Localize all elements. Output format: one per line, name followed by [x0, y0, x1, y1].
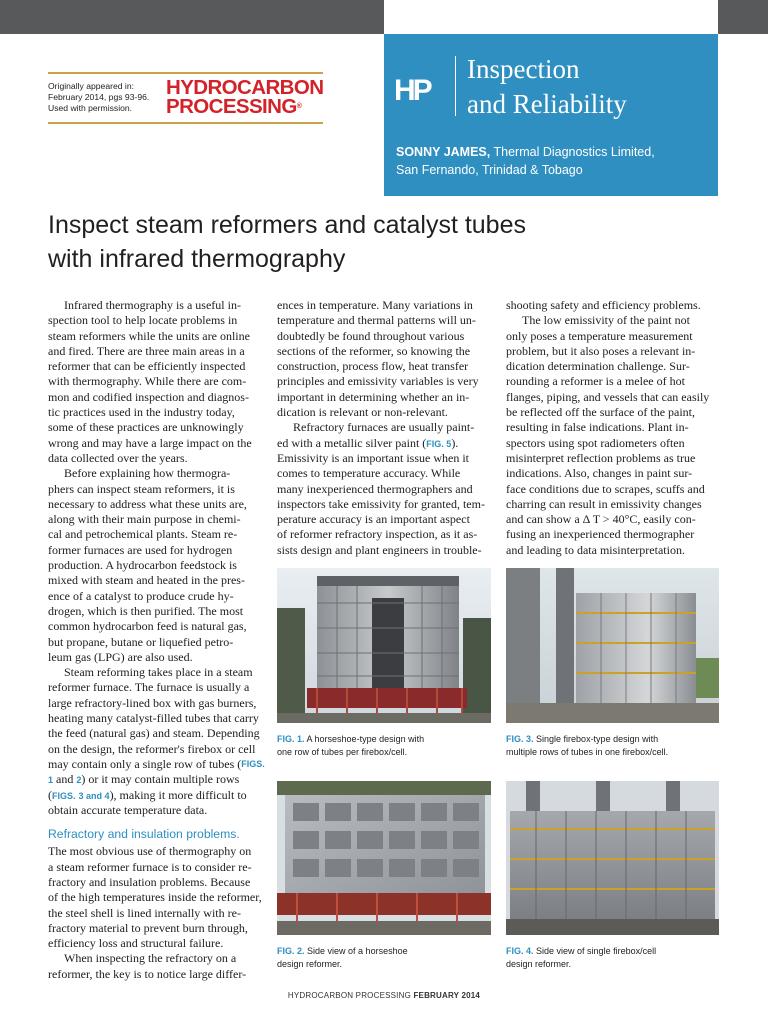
body-line: of reformer refractory inspection, as it as- [277, 527, 478, 542]
body-line: reformer furnace. The furnace is usually a [48, 680, 250, 695]
caption-text: design reformer. [506, 959, 572, 969]
body-line: be reflected off the surface of the paint, [506, 405, 696, 420]
top-band-gap [384, 0, 718, 34]
body-line: problem, but it also poses a relevant in- [506, 343, 696, 358]
body-line: dication determination challenge. Sur- [506, 359, 690, 374]
body-line: former furnaces are used for hydrogen [48, 542, 233, 557]
body-line: When inspecting the refractory on a [64, 951, 237, 966]
author-affiliation: Thermal Diagnostics Limited, [493, 145, 655, 159]
figure-1-photo [277, 568, 491, 723]
caption-text: Side view of single firebox/cell [536, 946, 657, 956]
body-line: The most obvious use of thermography on [48, 844, 252, 859]
reprint-credit [48, 72, 323, 124]
body-line: rounding a reformer is a melee of hot [506, 374, 685, 389]
body-line: cal and petrochemical plants. Steam re- [48, 527, 238, 542]
body-line: perature accuracy is an important aspect [277, 512, 470, 527]
body-line: but propane, butane or liquefied petro- [48, 634, 234, 649]
body-text: ). [451, 435, 459, 450]
body-line: steam reformers while the units are online [48, 328, 250, 343]
body-text: ed with a metallic silver paint ( [277, 435, 427, 450]
body-line: mon and codified inspection and diagnos- [48, 389, 249, 404]
body-line: sists design and plant engineers in trouble- [277, 542, 482, 557]
body-line: indications. Also, changes in paint sur- [506, 466, 693, 481]
figure-ref[interactable]: FIGS. [52, 790, 76, 801]
body-text: ( [48, 787, 52, 802]
body-line: Refractory furnaces are usually paint- [293, 420, 475, 435]
body-line [48, 757, 263, 772]
body-line: spection tool to help locate problems in [48, 313, 238, 328]
footer-publication: HYDROCARBON PROCESSING [287, 991, 412, 1000]
headline-line: with infrared thermography [48, 245, 346, 273]
body-line: leum gas (LPG) are also used. [48, 649, 193, 664]
body-line: Before explaining how thermogra- [64, 466, 231, 481]
figure-4-caption [506, 945, 656, 971]
publication-logo [166, 78, 326, 116]
body-line: face conditions due to scrapes, scuffs and [506, 481, 705, 496]
body-line: on the design, the reformer's firebox or cell [48, 741, 256, 756]
body-line: phers can inspect steam reformers, it is [48, 481, 235, 496]
body-line: (FIGS. 3 and 4), making it more difficult to [48, 787, 247, 802]
body-line: Steam reforming takes place in a steam [64, 665, 253, 680]
body-line: the feed (natural gas) and steam. Depending [48, 726, 260, 741]
author-byline [396, 143, 655, 179]
body-line: common hydrocarbon feed is natural gas, [48, 619, 247, 634]
body-line: inspectors take emissivity for granted, tem- [277, 496, 485, 511]
body-line: some of these practices are unknowingly [48, 420, 244, 435]
section-title-line: and Reliability [467, 89, 627, 119]
reprint-note-line: Used with permission. [48, 103, 133, 113]
publication-logo-line: PROCESSING [166, 95, 297, 118]
reprint-note [48, 81, 163, 114]
figure-3-caption [506, 733, 668, 759]
figure-ref[interactable]: 4 [104, 790, 110, 801]
section-title [467, 52, 627, 122]
body-line: necessary to address what these units are, [48, 496, 247, 511]
author-name: SONNY JAMES, [396, 145, 491, 159]
figure-ref[interactable]: 2 [76, 775, 82, 786]
figure-label: FIG. 1. [277, 734, 305, 744]
body-line: heating many catalyst-filled tubes that carry [48, 711, 259, 726]
body-line: dication is relevant or non-relevant. [277, 405, 448, 420]
article-headline [48, 208, 526, 276]
body-line: fractory material to prevent burn through, [48, 920, 248, 935]
figure-4-photo [506, 781, 719, 935]
figure-1-caption [277, 733, 424, 759]
figure-2-caption [277, 945, 408, 971]
caption-text: design reformer. [277, 959, 343, 969]
body-line: temperature and thermal patterns will un- [277, 313, 476, 328]
body-line: only poses a temperature measurement [506, 328, 693, 343]
body-line: a steam reformer furnace is to consider re- [48, 859, 252, 874]
body-line: along with their main purpose in chemi- [48, 512, 241, 527]
body-line: data collected over the years. [48, 450, 188, 465]
body-line: doubtedly be found throughout various [277, 328, 465, 343]
hp-logo: HP [394, 74, 430, 107]
body-line: construction, process flow, heat transfer [277, 359, 469, 374]
figure-ref[interactable]: FIG. 5 [426, 438, 452, 449]
caption-text: Single firebox-type design with [536, 734, 659, 744]
figure-label: FIG. 3. [506, 734, 534, 744]
figure-2-photo [277, 781, 491, 935]
body-column-1 [48, 298, 263, 982]
body-line: reformer that can be efficiently inspected [48, 359, 246, 374]
caption-text: A horseshoe-type design with [306, 734, 425, 744]
figure-3-photo [506, 568, 719, 723]
reprint-note-line: February 2014, pgs 93-96. [48, 92, 150, 102]
body-line: important in determining whether an in- [277, 389, 470, 404]
body-line: fusing an inexperienced thermographer [506, 527, 695, 542]
body-line [277, 436, 491, 451]
body-line: the steel shell is lined internally with re- [48, 905, 241, 920]
body-line: tic practices used in the industry today, [48, 405, 235, 420]
body-line: and fired. There are three main areas in a [48, 343, 245, 358]
body-line: with thermography. While there are com- [48, 374, 247, 389]
body-line: many inexperienced thermographers and [277, 481, 473, 496]
body-line: efficiency loss and structural failure. [48, 936, 224, 951]
figure-label: FIG. 4. [506, 946, 534, 956]
figure-ref[interactable]: 3 [78, 790, 84, 801]
author-location: San Fernando, Trinidad & Tobago [396, 163, 583, 177]
body-text: ) or it may contain multiple rows [81, 772, 240, 787]
body-line: obtain accurate temperature data. [48, 802, 208, 817]
caption-text: one row of tubes per firebox/cell. [277, 747, 408, 757]
publication-logo-line: HYDROCARBON [166, 76, 324, 99]
body-line: wrong and may have a large impact on the [48, 435, 252, 450]
body-line: resulting in false indications. Plant in- [506, 420, 689, 435]
body-line: Infrared thermography is a useful in- [64, 298, 241, 312]
body-line: ence of a catalyst to produce crude hy- [48, 588, 234, 603]
figure-label: FIG. 2. [277, 946, 305, 956]
section-header-box [384, 34, 718, 196]
body-line: reformer, the key is to notice large differ- [48, 966, 247, 981]
body-text: may contain only a single row of tubes ( [48, 756, 242, 771]
body-line: Emissivity is an important issue when it [277, 450, 469, 465]
logo-divider [455, 56, 456, 116]
figure-ref[interactable]: FIGS. [241, 758, 265, 769]
page-footer [0, 991, 768, 1000]
subhead: Refractory and insulation problems. [48, 827, 240, 842]
body-line: sections of the reformer, so knowing the [277, 343, 471, 358]
body-line: spectors using spot radiometers often [506, 435, 685, 450]
body-text: and [53, 772, 77, 787]
body-column-3 [506, 298, 719, 558]
body-line: and leading to data misinterpretation. [506, 542, 685, 557]
body-line: and can show a Δ T > 40°C, easily con- [506, 512, 696, 527]
body-line: drogen, which is then purified. The most [48, 603, 244, 618]
body-line: mixed with steam and heated in the pres- [48, 573, 245, 588]
reprint-note-line: Originally appeared in: [48, 81, 134, 91]
figure-ref[interactable]: 1 [48, 775, 54, 786]
body-line: The low emissivity of the paint not [522, 313, 690, 328]
body-line [48, 772, 263, 787]
body-line: charring can result in emissivity changes [506, 496, 702, 511]
body-text: ), making it more difficult to [109, 787, 247, 802]
body-line: misinterpret reflection problems as true [506, 450, 696, 465]
body-column-2 [277, 298, 491, 558]
registered-mark: ® [296, 103, 302, 110]
body-line: shooting safety and efficiency problems. [506, 298, 701, 312]
body-line: principles and emissivity variables is very [277, 374, 479, 389]
body-line: flanges, piping, and vessels that can easily [506, 389, 710, 404]
body-line: fractory and insulation problems. Because [48, 874, 251, 889]
body-line: large refractory-lined box with gas burners, [48, 695, 257, 710]
footer-issue: FEBRUARY 2014 [413, 991, 481, 1000]
caption-text: multiple rows of tubes in one firebox/cell. [506, 747, 669, 757]
body-line: of the high temperatures inside the reformer, [48, 890, 262, 905]
section-title-line: Inspection [467, 54, 580, 84]
headline-line: Inspect steam reformers and catalyst tubes [48, 211, 526, 239]
caption-text: Side view of a horseshoe [307, 946, 408, 956]
body-line: production. A hydrocarbon feedstock is [48, 558, 237, 573]
body-line: comes to temperature accuracy. While [277, 466, 461, 481]
body-line: ences in temperature. Many variations in [277, 298, 473, 312]
